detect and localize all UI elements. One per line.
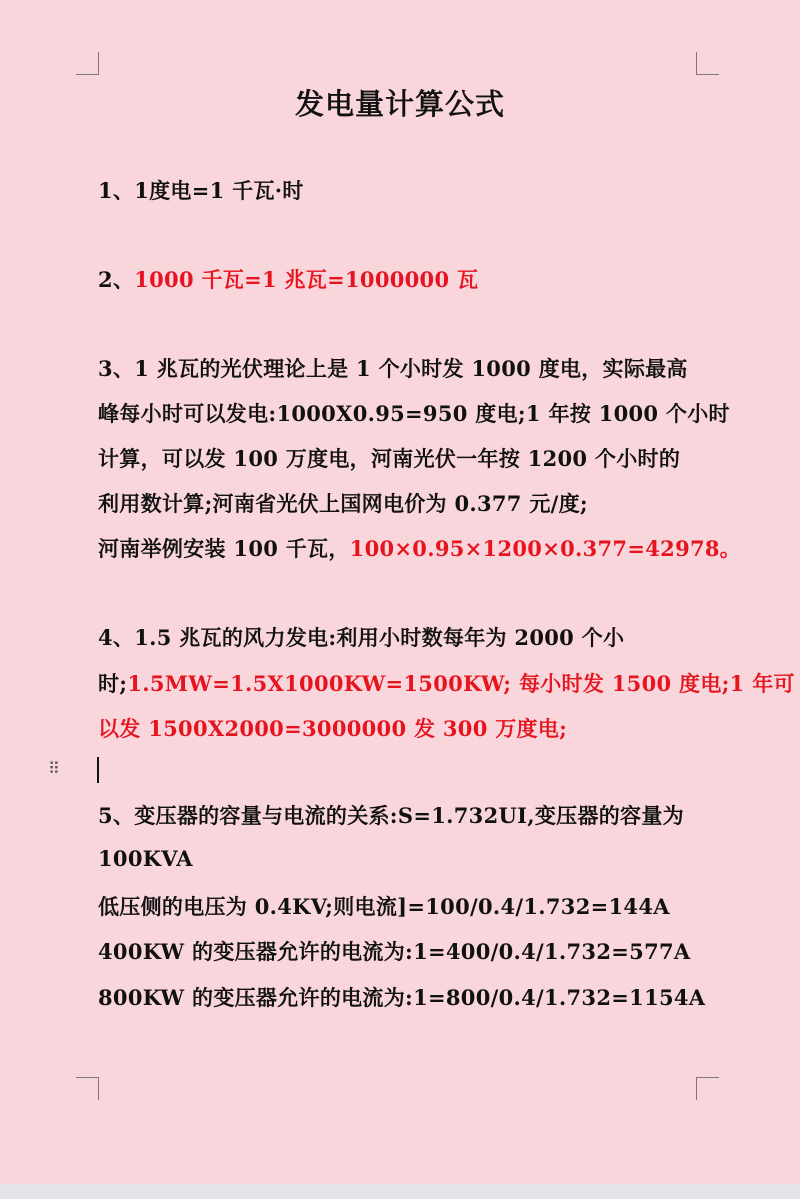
page-corner-mark-bottom-right bbox=[696, 1077, 719, 1100]
paragraph-4-line-3[interactable]: 以发 1500X2000=3000000 发 300 万度电; bbox=[98, 716, 568, 741]
paragraph-5-line-3[interactable]: 低压侧的电压为 0.4KV;则电流]=100/0.4/1.732=144A bbox=[98, 894, 670, 919]
paragraph-5-line-4[interactable]: 400KW 的变压器允许的电流为:1=400/0.4/1.732=577A bbox=[98, 939, 691, 964]
paragraph-3-line-4[interactable]: 利用数计算;河南省光伏上国网电价为 0.377 元/度; bbox=[98, 491, 588, 516]
document-title: 发电量计算公式 bbox=[294, 87, 505, 121]
paragraph-2-highlight: 1000 千瓦=1 兆瓦=1000000 瓦 bbox=[134, 267, 479, 292]
paragraph-3-line-5-highlight: 100×0.95×1200×0.377=42978。 bbox=[349, 536, 742, 561]
paragraph-5-line-5[interactable]: 800KW 的变压器允许的电流为:1=800/0.4/1.732=1154A bbox=[98, 985, 706, 1010]
text-cursor bbox=[97, 757, 99, 783]
paragraph-4-line-2-highlight: 1.5MW=1.5X1000KW=1500KW; 每小时发 1500 度电;1 年可 bbox=[127, 671, 795, 696]
paragraph-4-line-1[interactable]: 4、1.5 兆瓦的风力发电:利用小时数每年为 2000 个小 bbox=[98, 625, 625, 650]
paragraph-3-line-5-text: 河南举例安装 100 千瓦， bbox=[98, 536, 350, 561]
paragraph-5-line-1[interactable]: 5、变压器的容量与电流的关系:S=1.732UI,变压器的容量为 bbox=[98, 803, 684, 828]
paragraph-3-line-1[interactable]: 3、1 兆瓦的光伏理论上是 1 个小时发 1000 度电，实际最高 bbox=[98, 356, 688, 381]
paragraph-2-prefix: 2、 bbox=[98, 267, 135, 292]
page-corner-mark-top-right bbox=[696, 52, 719, 75]
paragraph-3-line-5[interactable] bbox=[98, 533, 741, 563]
drag-handle-icon[interactable]: ⠿ bbox=[48, 759, 60, 778]
paragraph-1[interactable]: 1、1度电=1 千瓦·时 bbox=[98, 178, 304, 203]
bottom-bar bbox=[0, 1184, 800, 1199]
paragraph-2[interactable] bbox=[98, 264, 478, 294]
paragraph-4-line-2-text: 时; bbox=[98, 671, 128, 696]
paragraph-5-line-2[interactable]: 100KVA bbox=[98, 846, 193, 871]
paragraph-3-line-2[interactable]: 峰每小时可以发电:1000X0.95=950 度电;1 年按 1000 个小时 bbox=[98, 401, 730, 426]
paragraph-4-line-2[interactable] bbox=[98, 668, 795, 698]
paragraph-3-line-3[interactable]: 计算，可以发 100 万度电，河南光伏一年按 1200 个小时的 bbox=[98, 446, 681, 471]
page-corner-mark-bottom-left bbox=[76, 1077, 99, 1100]
page-corner-mark-top-left bbox=[76, 52, 99, 75]
